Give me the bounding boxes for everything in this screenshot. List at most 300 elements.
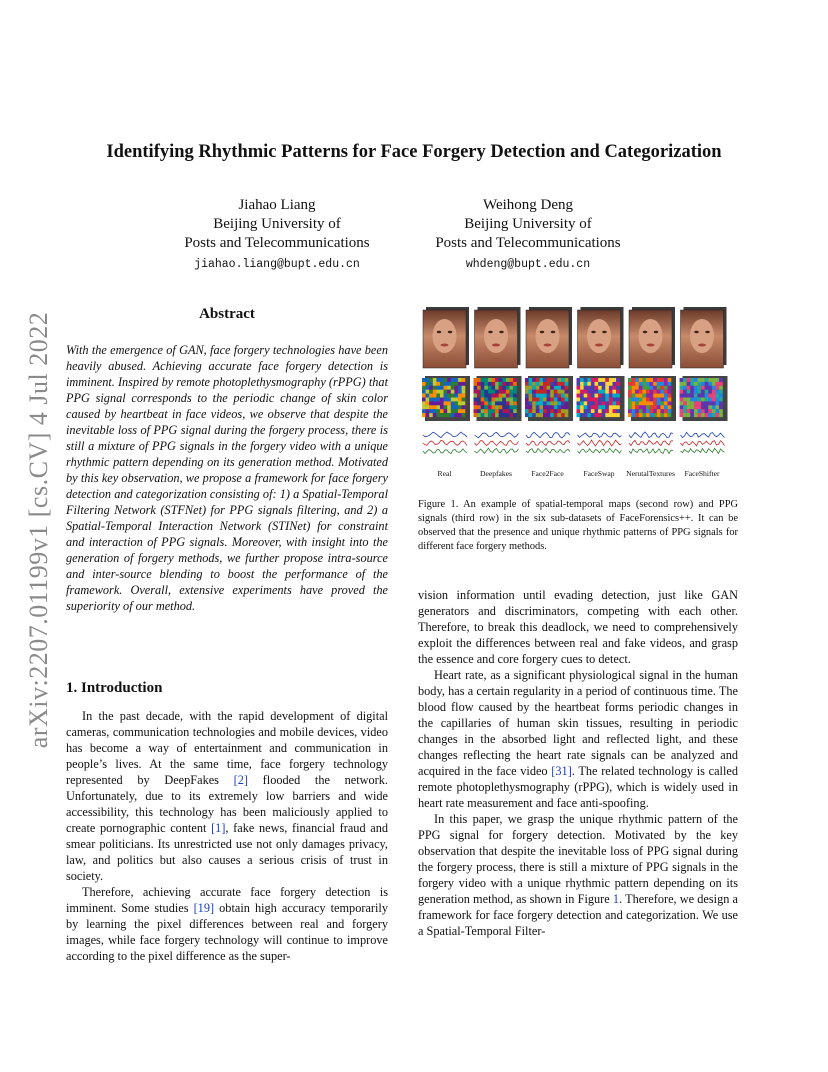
- map-cell: [554, 398, 558, 402]
- author-1: [157, 196, 397, 273]
- map-cell: [474, 401, 478, 405]
- citation-link[interactable]: [2]: [233, 773, 248, 787]
- mouth-mark: [492, 344, 500, 347]
- map-cell: [433, 401, 437, 405]
- map-cell: [481, 401, 485, 405]
- map-cell: [591, 378, 595, 382]
- map-cell: [488, 378, 492, 382]
- map-cell: [561, 378, 565, 382]
- map-cell: [458, 378, 462, 382]
- map-cell: [547, 405, 551, 409]
- map-cell: [488, 409, 492, 413]
- map-cell: [557, 401, 561, 405]
- map-cell: [477, 386, 481, 390]
- map-cell: [705, 398, 709, 402]
- map-cell: [454, 409, 458, 413]
- map-cell: [499, 378, 503, 382]
- map-cell: [488, 405, 492, 409]
- map-cell: [440, 386, 444, 390]
- map-cell: [492, 413, 496, 417]
- map-cell: [639, 378, 643, 382]
- map-cell: [543, 398, 547, 402]
- map-cell: [447, 394, 451, 398]
- map-cell: [635, 394, 639, 398]
- map-cell: [580, 394, 584, 398]
- map-cell: [591, 382, 595, 386]
- map-cell: [488, 394, 492, 398]
- map-cell: [481, 390, 485, 394]
- eye-mark: [705, 331, 709, 333]
- map-cell: [580, 409, 584, 413]
- map-cell: [565, 401, 569, 405]
- map-cell: [605, 401, 609, 405]
- map-cell: [708, 390, 712, 394]
- map-cell: [454, 405, 458, 409]
- map-cell: [436, 382, 440, 386]
- map-cell: [543, 382, 547, 386]
- map-cell: [429, 378, 433, 382]
- intro-text: [66, 708, 388, 964]
- map-cell: [653, 405, 657, 409]
- map-cell: [605, 413, 609, 417]
- map-cell: [653, 386, 657, 390]
- map-cell: [502, 413, 506, 417]
- map-cell: [488, 386, 492, 390]
- map-cell: [557, 405, 561, 409]
- map-cell: [492, 405, 496, 409]
- map-cell: [639, 398, 643, 402]
- author-affiliation: Beijing University of: [464, 216, 592, 232]
- map-cell: [561, 409, 565, 413]
- map-cell: [447, 386, 451, 390]
- map-cell: [698, 413, 702, 417]
- map-cell: [426, 413, 430, 417]
- map-cell: [474, 394, 478, 398]
- map-cell: [499, 382, 503, 386]
- map-cell: [481, 386, 485, 390]
- ppg-signal-line: [681, 432, 725, 437]
- map-cell: [506, 390, 510, 394]
- map-cell: [440, 382, 444, 386]
- map-cell: [474, 409, 478, 413]
- map-cell: [477, 394, 481, 398]
- figure-labels: [438, 469, 720, 478]
- face-shape: [433, 319, 457, 353]
- map-cell: [447, 413, 451, 417]
- map-cell: [561, 390, 565, 394]
- map-cell: [492, 398, 496, 402]
- map-cell: [580, 390, 584, 394]
- ppg-signal-line: [681, 448, 725, 453]
- map-cell: [506, 405, 510, 409]
- ppg-signals: [423, 432, 725, 454]
- map-cell: [429, 386, 433, 390]
- map-cell: [499, 413, 503, 417]
- map-cell: [506, 401, 510, 405]
- figure-label: Deepfakes: [479, 469, 513, 478]
- ppg-signal-line: [475, 448, 519, 453]
- eye-mark: [643, 331, 647, 333]
- map-cell: [557, 378, 561, 382]
- map-cell: [591, 394, 595, 398]
- map-cell: [536, 394, 540, 398]
- map-cell: [584, 378, 588, 382]
- map-cell: [529, 386, 533, 390]
- map-cell: [477, 401, 481, 405]
- map-cell: [532, 405, 536, 409]
- map-cell: [506, 398, 510, 402]
- map-cell: [705, 378, 709, 382]
- map-cell: [639, 394, 643, 398]
- map-cell: [474, 386, 478, 390]
- map-cell: [650, 413, 654, 417]
- figure-label: Real: [437, 469, 452, 478]
- map-cell: [561, 405, 565, 409]
- map-cell: [458, 398, 462, 402]
- face-shape: [690, 319, 714, 353]
- map-cell: [591, 405, 595, 409]
- map-cell: [557, 382, 561, 386]
- map-cell: [701, 394, 705, 398]
- map-cell: [632, 394, 636, 398]
- map-cell: [426, 386, 430, 390]
- map-cell: [481, 413, 485, 417]
- map-cell: [646, 413, 650, 417]
- map-cell: [543, 394, 547, 398]
- map-cell: [632, 378, 636, 382]
- face-thumbnails: [423, 307, 727, 368]
- map-cell: [510, 394, 514, 398]
- map-cell: [458, 405, 462, 409]
- map-cell: [532, 382, 536, 386]
- map-cell: [429, 398, 433, 402]
- ppg-signal-line: [681, 441, 725, 446]
- ppg-signal-line: [629, 449, 673, 454]
- map-cell: [683, 409, 687, 413]
- map-cell: [561, 398, 565, 402]
- citation-link[interactable]: [31]: [551, 764, 572, 778]
- map-cell: [632, 405, 636, 409]
- map-cell: [532, 386, 536, 390]
- map-cell: [605, 382, 609, 386]
- map-cell: [495, 413, 499, 417]
- map-cell: [698, 386, 702, 390]
- map-cell: [492, 401, 496, 405]
- map-cell: [616, 413, 620, 417]
- map-cell: [587, 413, 591, 417]
- map-cell: [701, 409, 705, 413]
- right-column-text: [418, 587, 738, 939]
- paper-title: Identifying Rhythmic Patterns for Face Forgery Detection and Categorization: [106, 142, 722, 162]
- map-cell: [664, 398, 668, 402]
- map-cell: [444, 409, 448, 413]
- map-cell: [584, 401, 588, 405]
- map-cell: [635, 398, 639, 402]
- map-cell: [513, 413, 517, 417]
- map-cell: [477, 405, 481, 409]
- figure-link[interactable]: 1: [612, 892, 620, 906]
- map-cell: [680, 390, 684, 394]
- map-cell: [602, 382, 606, 386]
- map-cell: [664, 413, 668, 417]
- map-cell: [584, 409, 588, 413]
- map-cell: [458, 386, 462, 390]
- map-cell: [543, 378, 547, 382]
- map-cell: [454, 401, 458, 405]
- map-cell: [477, 390, 481, 394]
- map-cell: [635, 382, 639, 386]
- map-cell: [609, 401, 613, 405]
- map-cell: [602, 401, 606, 405]
- mouth-mark: [595, 344, 603, 347]
- map-cell: [580, 398, 584, 402]
- map-cell: [550, 378, 554, 382]
- map-cell: [422, 413, 426, 417]
- map-cell: [602, 398, 606, 402]
- map-cell: [687, 390, 691, 394]
- eye-mark: [448, 331, 452, 333]
- map-cell: [646, 409, 650, 413]
- map-cell: [698, 405, 702, 409]
- map-cell: [502, 382, 506, 386]
- map-cell: [719, 409, 723, 413]
- map-cell: [628, 398, 632, 402]
- map-cell: [683, 398, 687, 402]
- map-cell: [506, 378, 510, 382]
- map-cell: [554, 401, 558, 405]
- figure-label: NerutalTextures: [626, 469, 675, 478]
- map-cell: [447, 409, 451, 413]
- map-cell: [694, 394, 698, 398]
- map-cell: [577, 413, 581, 417]
- map-cell: [646, 386, 650, 390]
- map-cell: [525, 398, 529, 402]
- eye-mark: [488, 331, 492, 333]
- map-cell: [529, 409, 533, 413]
- map-cell: [543, 390, 547, 394]
- map-cell: [642, 409, 646, 413]
- map-cell: [653, 382, 657, 386]
- map-cell: [605, 386, 609, 390]
- map-cell: [440, 390, 444, 394]
- map-cell: [632, 413, 636, 417]
- map-cell: [422, 401, 426, 405]
- map-cell: [550, 413, 554, 417]
- map-cell: [712, 413, 716, 417]
- map-cell: [536, 386, 540, 390]
- map-cell: [454, 378, 458, 382]
- author-email: whdeng@bupt.edu.cn: [465, 258, 591, 271]
- map-cell: [716, 405, 720, 409]
- map-cell: [529, 398, 533, 402]
- map-cell: [584, 405, 588, 409]
- map-cell: [642, 394, 646, 398]
- map-cell: [451, 413, 455, 417]
- map-cell: [547, 390, 551, 394]
- map-cell: [694, 386, 698, 390]
- map-cell: [609, 382, 613, 386]
- map-cell: [650, 401, 654, 405]
- map-cell: [683, 378, 687, 382]
- map-cell: [433, 398, 437, 402]
- map-cell: [547, 386, 551, 390]
- map-cell: [433, 394, 437, 398]
- map-cell: [660, 390, 664, 394]
- map-cell: [660, 386, 664, 390]
- map-cell: [580, 401, 584, 405]
- citation-link[interactable]: [1]: [211, 821, 226, 835]
- map-cell: [602, 390, 606, 394]
- map-cell: [609, 394, 613, 398]
- map-cell: [716, 394, 720, 398]
- map-cell: [577, 405, 581, 409]
- map-cell: [477, 398, 481, 402]
- ppg-signal-line: [578, 448, 622, 453]
- map-cell: [440, 378, 444, 382]
- map-cell: [444, 405, 448, 409]
- map-cell: [577, 398, 581, 402]
- ppg-signal-line: [423, 449, 467, 454]
- map-cell: [510, 413, 514, 417]
- map-cell: [426, 382, 430, 386]
- map-cell: [602, 413, 606, 417]
- map-cell: [580, 378, 584, 382]
- map-cell: [547, 394, 551, 398]
- eye-mark: [551, 331, 555, 333]
- map-cell: [436, 401, 440, 405]
- map-cell: [646, 401, 650, 405]
- map-cell: [719, 390, 723, 394]
- map-cell: [444, 378, 448, 382]
- map-cell: [716, 413, 720, 417]
- map-cell: [484, 405, 488, 409]
- map-cell: [639, 401, 643, 405]
- map-cell: [422, 378, 426, 382]
- map-cell: [705, 386, 709, 390]
- map-cell: [687, 382, 691, 386]
- map-cell: [436, 390, 440, 394]
- paragraph: In this paper, we grasp the unique rhythmic pattern of the PPG signal for forgery detection. Motivated by the key observation that despite the inevitable loss of PPG signal during the forgery process, there is still a mixture of PPG signals in the forgery video with a unique rhythmic pattern depending on its generation method, as shown in Figure 1. Therefore, we design a framework for face forgery detection and categorization. We use a Spatial-Temporal Filter-: [418, 812, 739, 938]
- map-cell: [642, 398, 646, 402]
- map-cell: [609, 398, 613, 402]
- map-cell: [690, 382, 694, 386]
- map-cell: [447, 405, 451, 409]
- map-cell: [613, 409, 617, 413]
- map-cell: [650, 386, 654, 390]
- map-cell: [422, 405, 426, 409]
- arxiv-stamp: [22, 300, 56, 760]
- map-cell: [628, 401, 632, 405]
- author-affiliation: Posts and Telecommunications: [435, 235, 621, 251]
- map-cell: [595, 405, 599, 409]
- map-cell: [440, 413, 444, 417]
- author-affiliation: Posts and Telecommunications: [184, 235, 370, 251]
- map-cell: [719, 413, 723, 417]
- map-cell: [422, 394, 426, 398]
- map-cell: [433, 382, 437, 386]
- map-cell: [557, 398, 561, 402]
- map-cell: [628, 394, 632, 398]
- map-cell: [616, 378, 620, 382]
- map-cell: [632, 386, 636, 390]
- map-cell: [539, 386, 543, 390]
- map-cell: [687, 378, 691, 382]
- map-cell: [639, 382, 643, 386]
- map-cell: [447, 378, 451, 382]
- map-cell: [602, 409, 606, 413]
- map-cell: [513, 378, 517, 382]
- map-cell: [444, 398, 448, 402]
- paragraph: Heart rate, as a significant physiological signal in the human body, has a certain regularity in a period of continuous time. The blood flow caused by the heartbeat forms periodic changes in the capillaries of human skin tissues, resulting in periodic changes in the absorbed light and reflected light, and these changes reflecting the heart rate signals can be analyzed and acquired in the face video [31]. The related technology is called remote photoplethysmography (rPPG), which is widely used in heart rate measurement and face anti-spoofing.: [418, 668, 738, 810]
- map-cell: [719, 378, 723, 382]
- map-cell: [635, 390, 639, 394]
- map-cell: [632, 390, 636, 394]
- map-cell: [605, 394, 609, 398]
- map-cell: [495, 409, 499, 413]
- map-cell: [587, 405, 591, 409]
- map-cell: [708, 405, 712, 409]
- citation-link[interactable]: [19]: [193, 901, 215, 915]
- map-cell: [484, 394, 488, 398]
- map-cell: [687, 401, 691, 405]
- map-cell: [664, 386, 668, 390]
- map-cell: [642, 390, 646, 394]
- map-cell: [683, 401, 687, 405]
- map-cell: [513, 390, 517, 394]
- map-cell: [657, 386, 661, 390]
- map-cell: [613, 398, 617, 402]
- map-cell: [591, 390, 595, 394]
- map-cell: [458, 413, 462, 417]
- map-cell: [660, 394, 664, 398]
- map-cell: [605, 390, 609, 394]
- map-cell: [716, 382, 720, 386]
- map-cell: [462, 390, 466, 394]
- eye-mark: [654, 331, 658, 333]
- map-cell: [532, 378, 536, 382]
- map-cell: [495, 378, 499, 382]
- map-cell: [653, 398, 657, 402]
- map-cell: [660, 382, 664, 386]
- map-cell: [646, 382, 650, 386]
- map-cell: [554, 378, 558, 382]
- map-cell: [444, 390, 448, 394]
- map-cell: [580, 405, 584, 409]
- map-cell: [506, 386, 510, 390]
- map-cell: [635, 401, 639, 405]
- map-cell: [632, 401, 636, 405]
- map-cell: [632, 409, 636, 413]
- map-cell: [565, 378, 569, 382]
- map-cell: [481, 405, 485, 409]
- map-cell: [422, 386, 426, 390]
- map-cell: [561, 413, 565, 417]
- figure-1: [420, 304, 736, 484]
- map-cell: [705, 394, 709, 398]
- map-cell: [719, 382, 723, 386]
- map-cell: [440, 398, 444, 402]
- map-cell: [587, 398, 591, 402]
- figure-caption: Figure 1. An example of spatial-temporal maps (second row) and PPG signals (third row) in the six sub-datasets of FaceForensics++. It can be observed that the presence and unique rhythmic patterns of PPG signals for different face forgery methods.: [418, 499, 738, 552]
- map-cell: [510, 390, 514, 394]
- map-cell: [499, 401, 503, 405]
- map-cell: [506, 394, 510, 398]
- map-cell: [657, 390, 661, 394]
- map-cell: [492, 409, 496, 413]
- map-cell: [687, 405, 691, 409]
- map-cell: [719, 401, 723, 405]
- map-cell: [605, 398, 609, 402]
